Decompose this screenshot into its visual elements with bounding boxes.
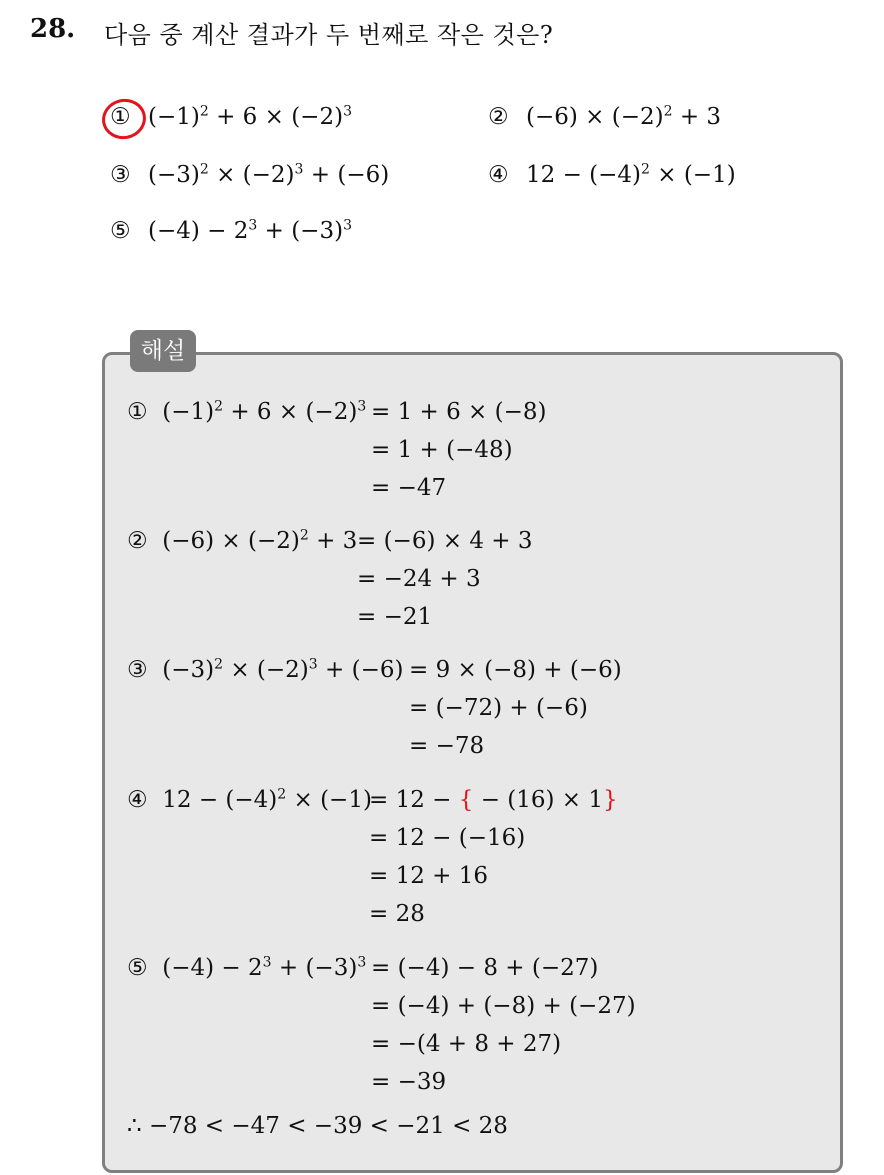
solution-2-line-2: = −24 + 3 <box>357 566 481 592</box>
solution-1-line-2: = 1 + (−48) <box>371 437 513 463</box>
solution-5-line-3: = −(4 + 8 + 27) <box>371 1031 562 1057</box>
solution-3-line-1: = 9 × (−8) + (−6) <box>409 657 622 683</box>
choice-1[interactable] <box>110 104 352 130</box>
solution-2-lhs: ② $(-6) \times (-2)^2 + 3$ <box>127 527 358 554</box>
solution-conclusion: ∴ −78 < −47 < −39 < −21 < 28 <box>127 1113 508 1139</box>
choice-5-marker: ⑤ <box>110 218 131 244</box>
solution-5-lhs: ⑤ $(-4) - 2^3 + (-3)^3$ <box>127 954 367 981</box>
solution-2-line-3: = −21 <box>357 604 433 630</box>
close-brace-highlight: } <box>603 787 618 813</box>
choice-2[interactable] <box>488 104 721 130</box>
solution-1-lhs: ① $(-1)^2 + 6 \times (-2)^3$ <box>127 398 367 425</box>
solution-4-line-4: = 28 <box>369 901 425 927</box>
choice-5[interactable] <box>110 218 352 244</box>
choice-1-marker: ① <box>110 104 131 130</box>
choice-3-marker: ③ <box>110 162 131 188</box>
solution-panel <box>102 352 843 1173</box>
choice-4[interactable] <box>488 162 736 188</box>
choice-1-expr: $(-1)^2 + 6 \times (-2)^3$ <box>148 103 352 130</box>
solution-tab-label: 해설 <box>130 330 196 372</box>
open-brace-highlight: { <box>458 787 474 813</box>
solution-1-line-1: = 1 + 6 × (−8) <box>371 399 547 425</box>
solution-4-lhs: ④ $12 - (-4)^2 \times (-1)$ <box>127 786 372 813</box>
solution-5-line-2: = (−4) + (−8) + (−27) <box>371 993 636 1019</box>
solution-4-line-1: = 12 − { − (16) × 1} <box>369 787 618 813</box>
choice-3-expr: $(-3)^2 \times (-2)^3 + (-6)$ <box>148 161 390 188</box>
solution-3-lhs: ③ $(-3)^2 \times (-2)^3 + (-6)$ <box>127 656 404 683</box>
solution-3-line-2: = (−72) + (−6) <box>409 695 588 721</box>
choice-2-expr: $(-6) \times (-2)^2 + 3$ <box>526 103 722 130</box>
choice-4-expr: $12 - (-4)^2 \times (-1)$ <box>526 161 736 188</box>
question-text: 다음 중 계산 결과가 두 번째로 작은 것은? <box>104 21 554 49</box>
choice-3[interactable] <box>110 162 389 188</box>
solution-5-line-1: = (−4) − 8 + (−27) <box>371 955 599 981</box>
choice-2-marker: ② <box>488 104 509 130</box>
solution-4-line-2: = 12 − (−16) <box>369 825 526 851</box>
choice-5-expr: $(-4) - 2^3 + (-3)^3$ <box>148 217 352 244</box>
solution-4-line-3: = 12 + 16 <box>369 863 489 889</box>
solution-3-line-3: = −78 <box>409 733 485 759</box>
question-number: 28. <box>30 14 76 44</box>
solution-2-line-1: = (−6) × 4 + 3 <box>357 528 533 554</box>
choice-4-marker: ④ <box>488 162 509 188</box>
solution-5-line-4: = −39 <box>371 1069 447 1095</box>
solution-1-line-3: = −47 <box>371 475 447 501</box>
